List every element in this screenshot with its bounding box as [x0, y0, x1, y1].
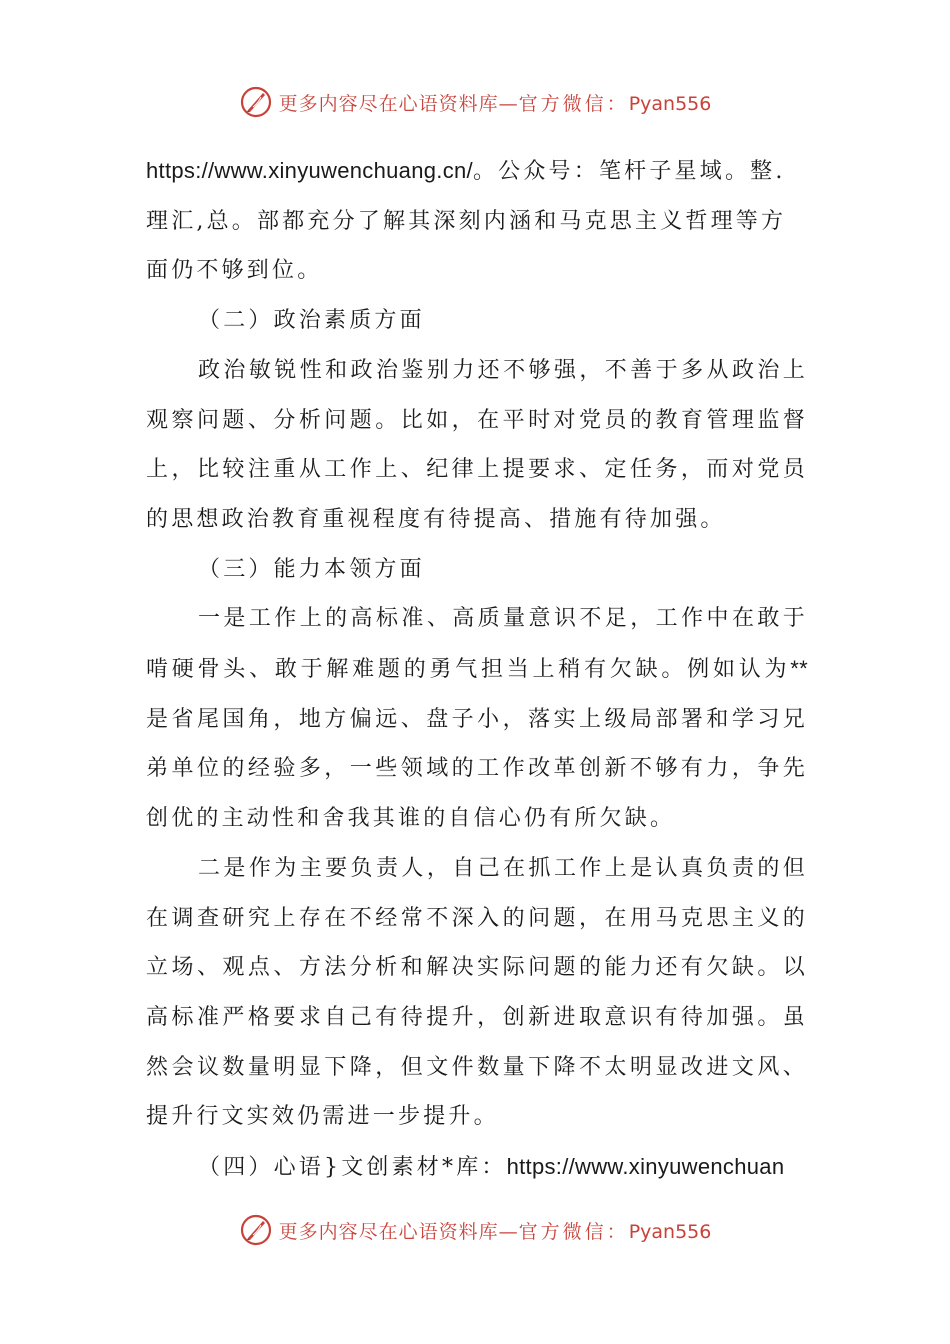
paragraph-text: 面仍不够到位。: [146, 258, 323, 284]
paragraph-ability-two: 二是作为主要负责人，自己在抓工作上是认真负责的但在调查研究上存在不经常不深入的问题，在用马克思主义的立场、观点、方法分析和解决实际问题的能力还有欠缺。以高标准严格要求自己有待提升，创新进取意识有待加强。虽然会议数量明显下降，但文件数量下降不太明显改进文风、提升行文实效仍需进一步提升。: [146, 855, 808, 1130]
website-url: https://www.xinyuwenchuang.cn/: [146, 158, 473, 183]
section-heading-ability: （三）能力本领方面: [198, 556, 425, 582]
watermark-dash: —: [498, 1220, 519, 1243]
footer-watermark-banner: [0, 1208, 950, 1252]
watermark-text: [279, 89, 712, 116]
paragraph-text: 一是工作上的高标准、高质量意识不足，工作中在敢于啃硬骨头、敢于解难题的勇气担当上稍有欠缺。例如认为: [146, 606, 808, 683]
watermark-wechat-label: 官方微信：: [518, 1220, 629, 1243]
document-body: [146, 146, 808, 1193]
website-url: https://www.xinyuwenchuan: [506, 1154, 785, 1180]
watermark-wechat-label: 官方微信：: [518, 92, 629, 115]
paragraph-political: 政治敏锐性和政治鉴别力还不够强，不善于多从政治上观察问题、分析问题。比如，在平时对党员的教育管理监督上，比较注重从工作上、纪律上提要求、定任务，而对党员的思想政治教育重视程度有待提高、措施有待加强。: [146, 357, 808, 532]
watermark-wechat-id: Pyan556: [628, 1220, 712, 1243]
quill-seal-icon: [239, 85, 273, 119]
paragraph-continued: [146, 146, 808, 296]
watermark-text: [279, 1217, 712, 1244]
watermark-brand: 更多内容尽在心语资料库: [278, 1220, 499, 1243]
watermark-wechat-id: Pyan556: [628, 92, 712, 115]
section-heading-political: （二）政治素质方面: [198, 308, 425, 334]
section-heading-four: [146, 1142, 808, 1193]
watermark-dash: —: [498, 92, 519, 115]
paragraph-text: 是省尾国角，地方偏远、盘子小，落实上级局部署和学习兄弟单位的经验多，一些领域的工作改革创新不够有力，争先创优的主动性和舍我其谁的自信心仍有所欠缺。: [146, 706, 808, 832]
header-watermark-banner: [0, 80, 950, 124]
watermark-brand: 更多内容尽在心语资料库: [278, 92, 499, 115]
paragraph-text: 。公众号：笔杆子星域。整.: [472, 159, 786, 184]
paragraph-ability-one: [146, 594, 808, 844]
heading-prefix: （四）心语}文创素材*库：: [198, 1155, 507, 1181]
quill-seal-icon: [239, 1213, 273, 1247]
paragraph-text: 理汇,总。部都充分了解其深刻内涵和马克思主义哲理等方: [146, 208, 787, 234]
redacted-name: **: [790, 656, 808, 682]
